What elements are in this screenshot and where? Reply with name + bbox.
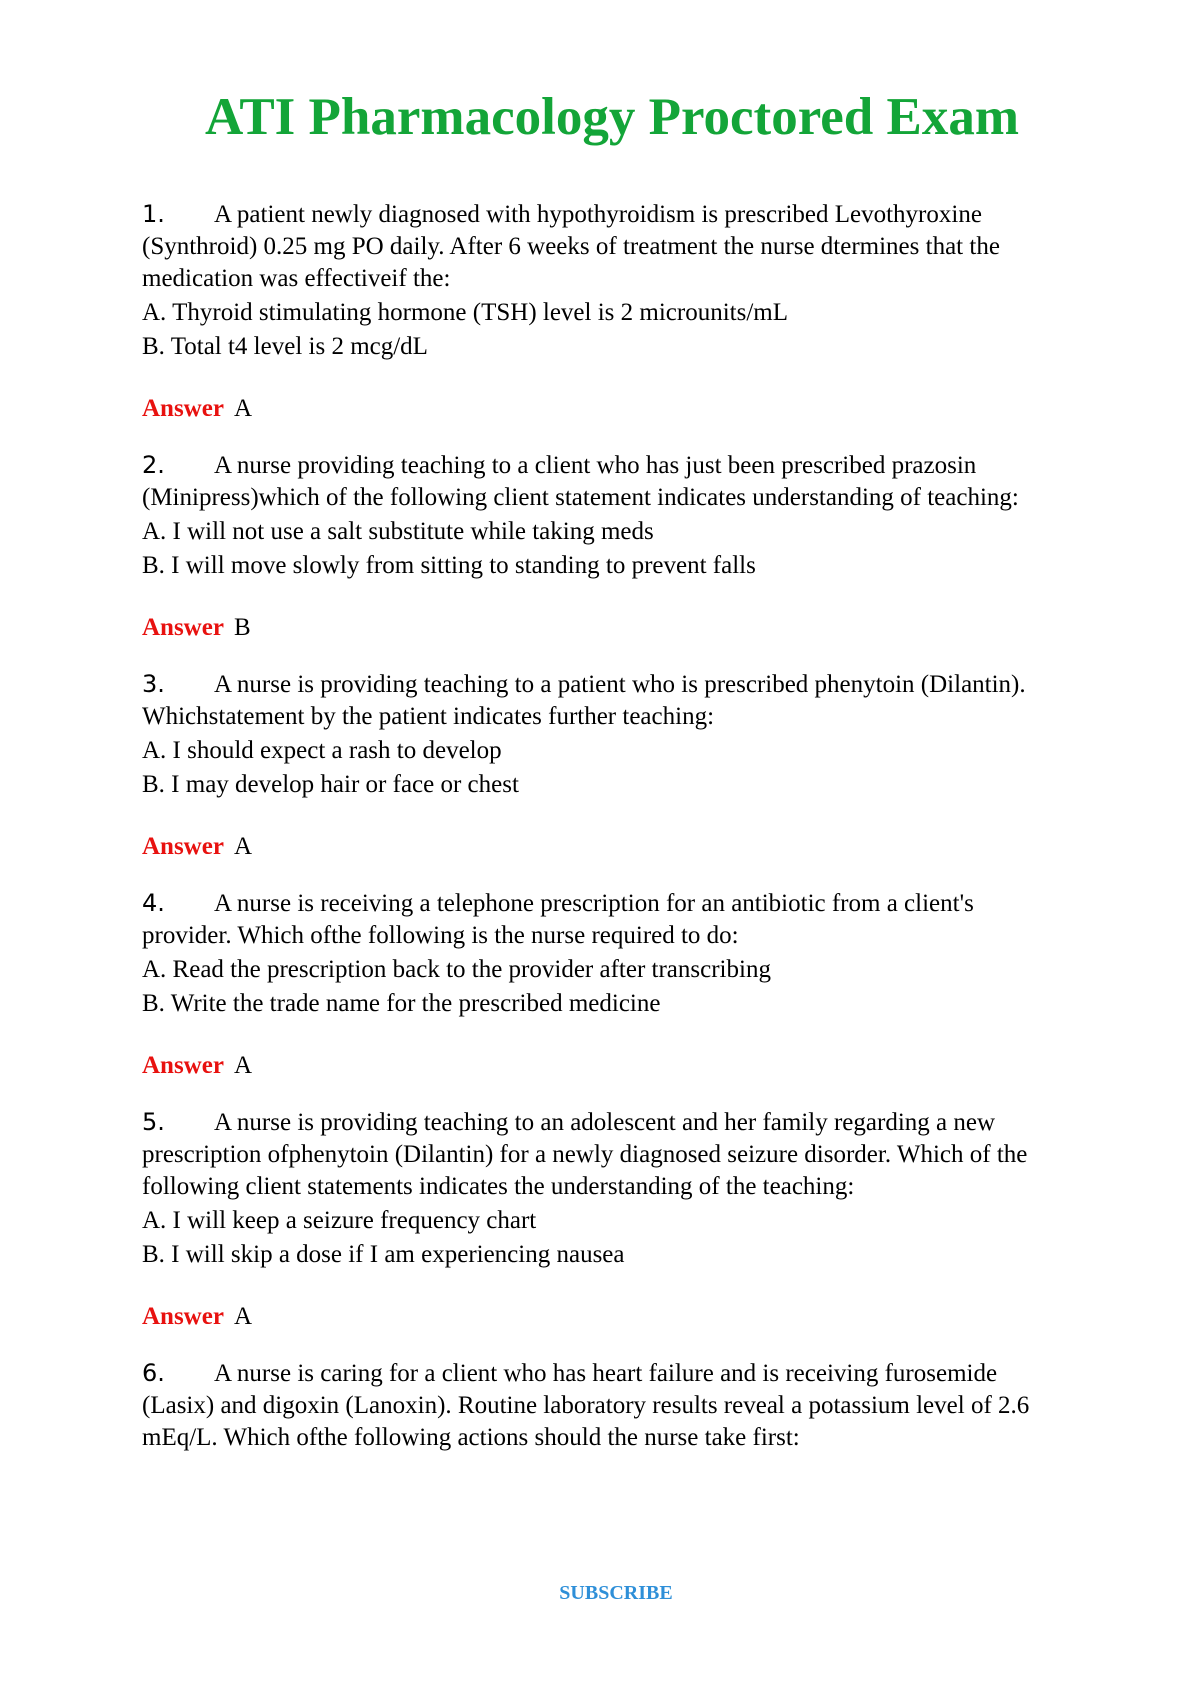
question-2 xyxy=(142,449,1062,644)
question-number: 2. xyxy=(142,451,165,479)
answer-label: Answer xyxy=(142,833,224,860)
answer-line xyxy=(142,1050,1062,1082)
answer-line xyxy=(142,393,1062,425)
question-list xyxy=(142,198,1062,1454)
option-a: A. I will keep a seizure frequency chart xyxy=(142,1207,537,1234)
answer-label: Answer xyxy=(142,1303,224,1330)
question-text: A nurse is caring for a client who has heart failure and is receiving furosemide (Lasix) and digoxin (Lanoxin). Routine laboratory results reveal a potassium level of 2.6 mEq/L. Which ofthe following actions should the nurse take first: xyxy=(142,1360,1030,1451)
question-text: A nurse is providing teaching to a patient who is prescribed phenytoin (Dilantin). Whichstatement by the patient indicates further teaching: xyxy=(142,671,1026,730)
answer-label: Answer xyxy=(142,1052,224,1079)
option-b: B. I will skip a dose if I am experiencing nausea xyxy=(142,1241,625,1268)
question-text: A patient newly diagnosed with hypothyroidism is prescribed Levothyroxine (Synthroid) 0.25 mg PO daily. After 6 weeks of treatment the nurse dtermines that the medication was effectiveif the: xyxy=(142,201,1000,292)
answer-label: Answer xyxy=(142,395,224,422)
option-a: A. Thyroid stimulating hormone (TSH) level is 2 microunits/mL xyxy=(142,299,788,326)
option-a: A. I should expect a rash to develop xyxy=(142,737,502,764)
question-text: A nurse is receiving a telephone prescription for an antibiotic from a client's provider. Which ofthe following is the nurse required to do: xyxy=(142,890,974,949)
answer-label: Answer xyxy=(142,614,224,641)
answer-value: A xyxy=(233,1052,252,1079)
option-b: B. Total t4 level is 2 mcg/dL xyxy=(142,333,428,360)
subscribe-link[interactable]: SUBSCRIBE xyxy=(559,1582,673,1604)
question-4 xyxy=(142,887,1062,1082)
answer-value: A xyxy=(233,1303,252,1330)
answer-line xyxy=(142,1301,1062,1333)
page-title: ATI Pharmacology Proctored Exam xyxy=(204,88,1020,146)
question-6 xyxy=(142,1357,1062,1454)
question-1 xyxy=(142,198,1062,425)
option-b: B. I will move slowly from sitting to standing to prevent falls xyxy=(142,552,756,579)
question-text: A nurse is providing teaching to an adolescent and her family regarding a new prescription ofphenytoin (Dilantin) for a newly diagnosed seizure disorder. Which of the following client statements indicates the understanding of the teaching: xyxy=(142,1109,1028,1200)
question-number: 1. xyxy=(142,200,165,228)
answer-value: A xyxy=(233,395,252,422)
question-number: 3. xyxy=(142,670,165,698)
option-a: A. Read the prescription back to the provider after transcribing xyxy=(142,956,771,983)
answer-line xyxy=(142,831,1062,863)
answer-value: A xyxy=(233,833,252,860)
question-number: 6. xyxy=(142,1359,165,1387)
answer-line xyxy=(142,612,1062,644)
option-b: B. Write the trade name for the prescribed medicine xyxy=(142,990,661,1017)
question-number: 4. xyxy=(142,889,165,917)
option-b: B. I may develop hair or face or chest xyxy=(142,771,519,798)
question-number: 5. xyxy=(142,1108,165,1136)
answer-value: B xyxy=(233,614,251,641)
question-3 xyxy=(142,668,1062,863)
option-a: A. I will not use a salt substitute while taking meds xyxy=(142,518,654,545)
question-text: A nurse providing teaching to a client who has just been prescribed prazosin (Minipress)which of the following client statement indicates understanding of teaching: xyxy=(142,452,1019,511)
question-5 xyxy=(142,1106,1062,1333)
